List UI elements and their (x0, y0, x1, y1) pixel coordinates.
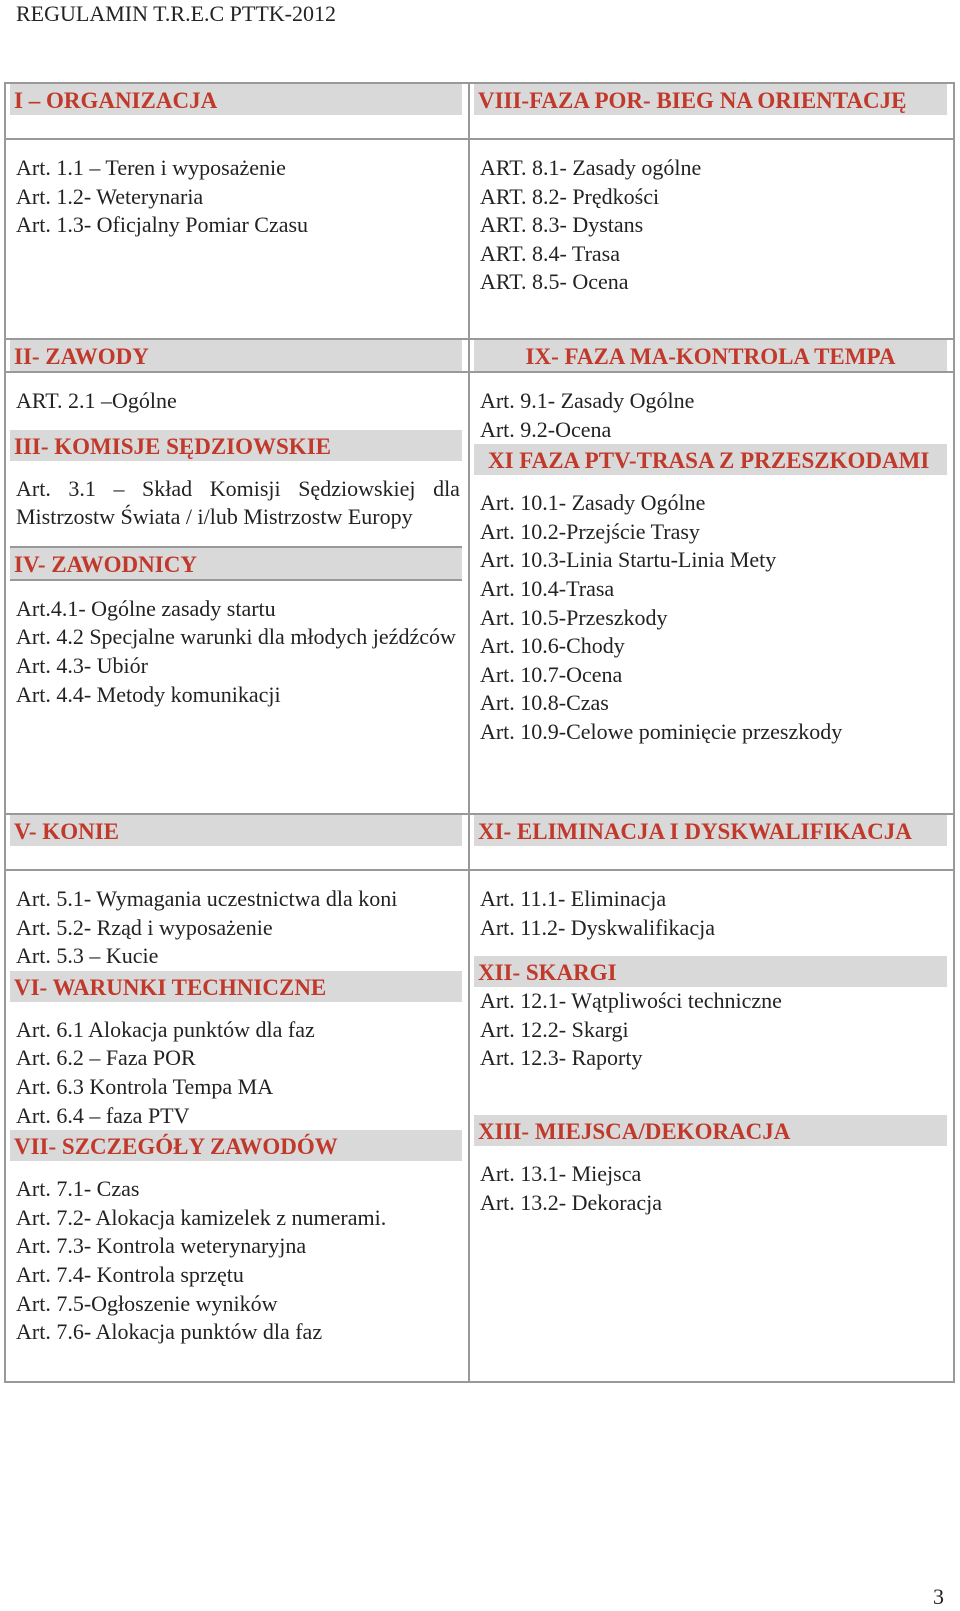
list-item: Art. 12.1- Wątpliwości techniczne (479, 988, 782, 1014)
section-heading-zawodnicy: IV- ZAWODNICY (10, 546, 462, 581)
toc-row (5, 814, 954, 870)
list-item: Art. 1.1 – Teren i wyposażenie (16, 155, 286, 180)
toc-cell (469, 814, 954, 870)
list-item: Art. 10.6-Chody (479, 633, 625, 659)
list-item: Art. 13.2- Dekoracja (479, 1189, 662, 1215)
section-heading-konie: V- KONIE (10, 815, 462, 846)
list-item: Art. 7.1- Czas (16, 1176, 140, 1202)
section-heading-komisje: III- KOMISJE SĘDZIOWSKIE (10, 430, 462, 461)
list-item: Art. 1.3- Oficjalny Pomiar Czasu (16, 212, 309, 238)
list-item: Art. 6.3 Kontrola Tempa MA (16, 1073, 274, 1099)
list-item: ART. 2.1 –Ogólne (16, 388, 177, 413)
list-item: Art. 4.2 Specjalne warunki dla młodych jeźdźców (16, 624, 456, 650)
toc-row (5, 339, 954, 372)
section-heading-faza-ma: IX- FAZA MA-KONTROLA TEMPA (474, 340, 947, 371)
toc-cell (5, 139, 469, 339)
list-item: Art. 13.1- Miejsca (479, 1160, 642, 1186)
list-item: ART. 8.3- Dystans (479, 212, 644, 238)
section-heading-organizacja: I – ORGANIZACJA (10, 84, 462, 115)
list-item: Art. 7.5-Ogłoszenie wyników (16, 1290, 278, 1316)
list-item: Art. 10.3-Linia Startu-Linia Mety (479, 547, 777, 573)
toc-row (5, 870, 954, 1382)
list-item: Art. 10.2-Przejście Trasy (479, 518, 700, 544)
list-item: ART. 8.1- Zasady ogólne (479, 155, 702, 180)
list-item: Art. 6.2 – Faza POR (16, 1045, 196, 1071)
list-item: ART. 8.4- Trasa (479, 240, 621, 266)
list-item: Art. 7.2- Alokacja kamizelek z numerami. (16, 1204, 387, 1230)
list-item: Art. 9.1- Zasady Ogólne (479, 388, 695, 413)
list-item: Art. 5.2- Rząd i wyposażenie (16, 914, 273, 940)
toc-cell (469, 870, 954, 1382)
list-item: Art.4.1- Ogólne zasady startu (16, 595, 276, 621)
toc-cell (5, 870, 469, 1382)
list-item: Art. 10.1- Zasady Ogólne (479, 490, 706, 516)
list-item: Art. 12.2- Skargi (479, 1016, 629, 1042)
list-item: ART. 8.5- Ocena (479, 269, 629, 295)
list-item: Art. 7.6- Alokacja punktów dla faz (16, 1319, 323, 1345)
page-number: 3 (933, 1584, 944, 1609)
list-item: Art. 7.4- Kontrola sprzętu (16, 1261, 244, 1287)
list-item: Art. 6.4 – faza PTV (16, 1102, 190, 1128)
toc-cell (469, 339, 954, 372)
toc-row (5, 83, 954, 139)
toc-cell (5, 339, 469, 372)
list-item: Art. 11.1- Eliminacja (479, 886, 667, 911)
toc-cell (469, 139, 954, 339)
toc-row (5, 372, 954, 814)
list-item: Art. 5.3 – Kucie (16, 943, 159, 969)
section-heading-warunki: VI- WARUNKI TECHNICZNE (10, 971, 462, 1002)
section-heading-szczegoly: VII- SZCZEGÓŁY ZAWODÓW (10, 1130, 462, 1161)
toc-cell (5, 814, 469, 870)
list-item: Art. 7.3- Kontrola weterynaryjna (16, 1233, 307, 1259)
list-item: Art. 4.4- Metody komunikacji (16, 681, 281, 707)
toc-cell (5, 83, 469, 139)
list-item: Art. 10.4-Trasa (479, 575, 615, 601)
section-heading-faza-ptv: XI FAZA PTV-TRASA Z PRZESZKODAMI (474, 444, 947, 475)
list-item: Art. 10.8-Czas (479, 690, 609, 716)
list-item: Art. 10.5-Przeszkody (479, 604, 668, 630)
list-item: Art. 6.1 Alokacja punktów dla faz (16, 1016, 315, 1042)
toc-row (5, 139, 954, 339)
section-heading-eliminacja: XI- ELIMINACJA I DYSKWALIFIKACJA (474, 815, 947, 846)
document-header: REGULAMIN T.R.E.C PTTK-2012 (16, 1, 337, 26)
list-item: Art. 10.9-Celowe pominięcie przeszkody (479, 718, 843, 744)
list-item: Art. 10.7-Ocena (479, 661, 623, 687)
section-heading-zawody: II- ZAWODY (10, 340, 462, 371)
list-item: Art. 1.2- Weterynaria (16, 183, 204, 209)
list-item: Art. 4.3- Ubiór (16, 652, 148, 678)
section-heading-skargi: XII- SKARGI (474, 956, 947, 987)
toc-cell (469, 83, 954, 139)
list-item: Art. 12.3- Raporty (479, 1045, 643, 1071)
list-item: Art. 3.1 – Skład Komisji Sędziowskiej dla Mistrzostw Świata / i/lub Mistrzostw Europy (16, 475, 460, 530)
list-item: ART. 8.2- Prędkości (479, 183, 660, 209)
list-item: Art. 5.1- Wymagania uczestnictwa dla koni (16, 886, 398, 911)
list-item: Art. 11.2- Dyskwalifikacja (479, 914, 715, 940)
section-heading-faza-por: VIII-FAZA POR- BIEG NA ORIENTACJĘ (474, 84, 947, 115)
table-of-contents (4, 82, 955, 1383)
toc-cell (469, 372, 954, 814)
list-item: Art. 9.2-Ocena (479, 416, 612, 442)
section-heading-miejsca: XIII- MIEJSCA/DEKORACJA (474, 1115, 947, 1146)
toc-cell (5, 372, 469, 814)
